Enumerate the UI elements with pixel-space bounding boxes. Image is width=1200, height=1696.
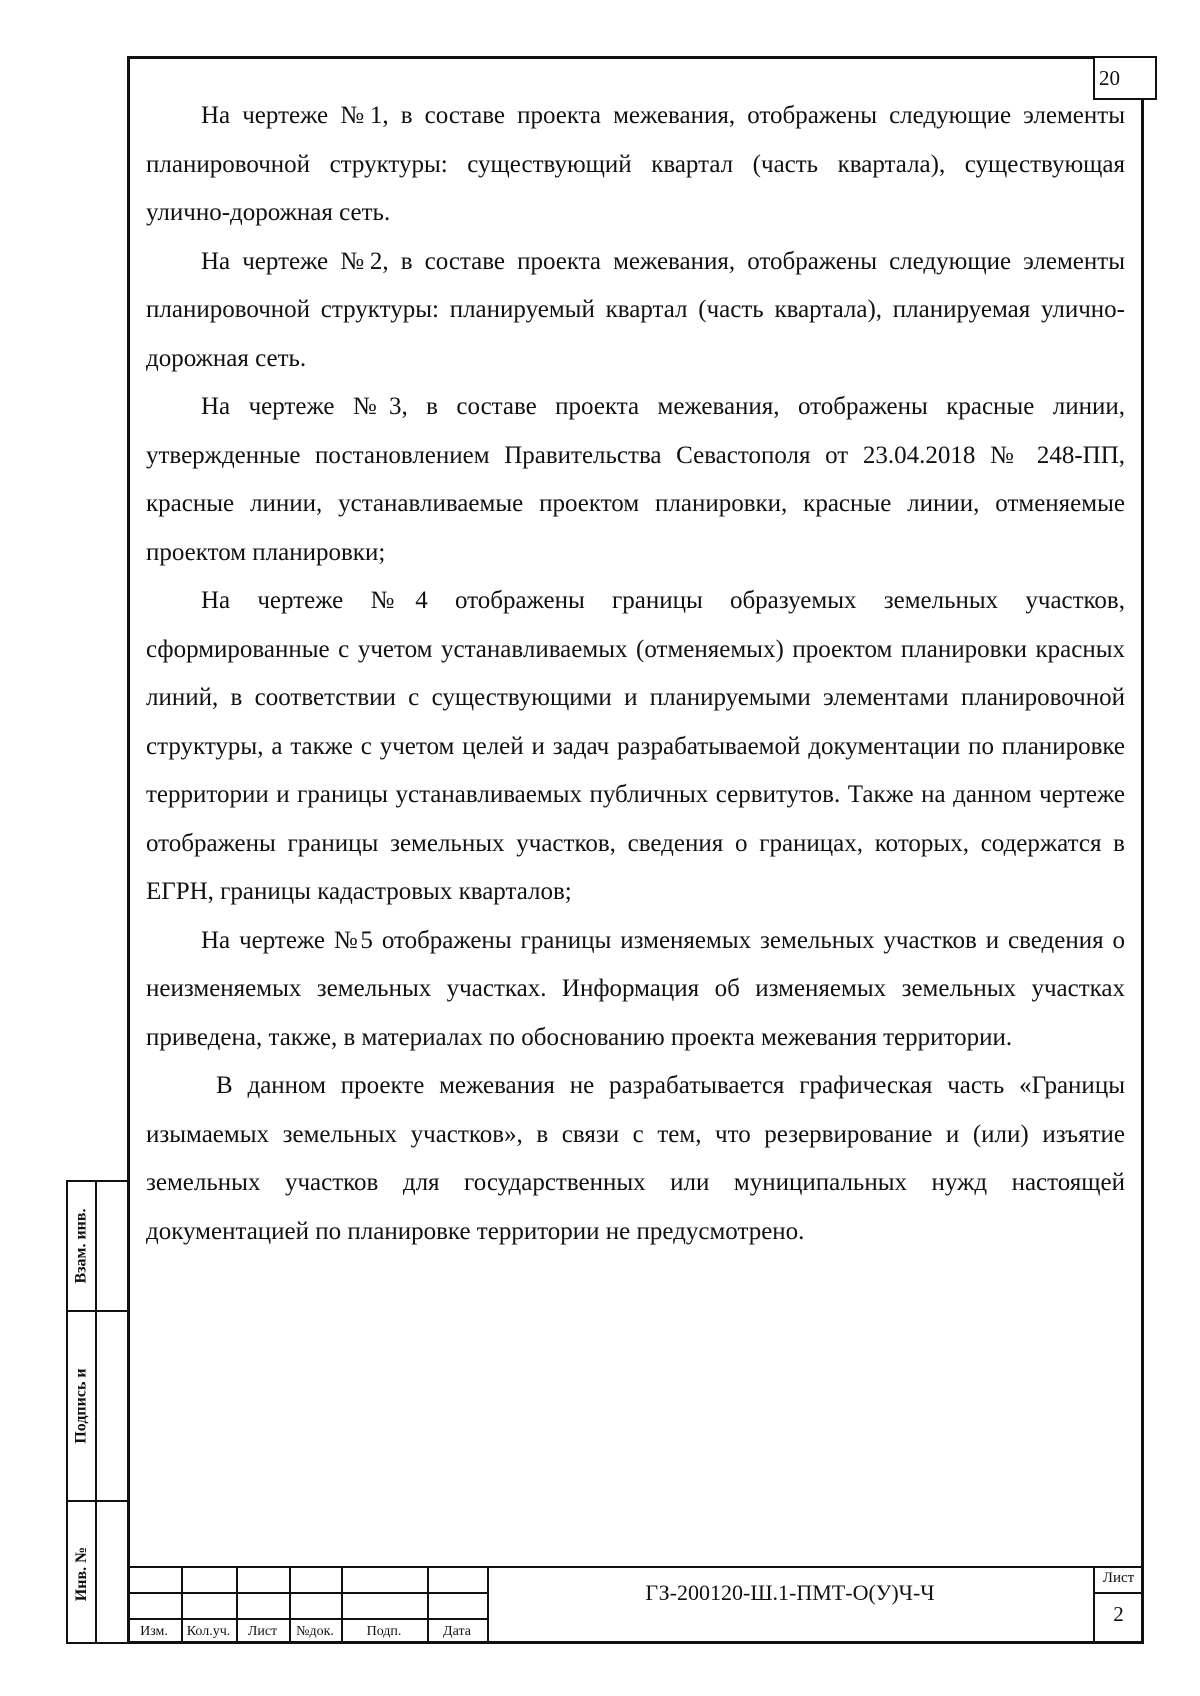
side-label-podpis: Подпись и (73, 1368, 91, 1444)
side-label-vzam-inv: Взам. инв. (73, 1208, 91, 1284)
tb-header-data: Дата (443, 1624, 471, 1639)
paragraph-drawing-1: На чертеже №1, в составе проекта межевания, отображены следующие элементы планировочной структуры: существующий квартал (часть квартала), существующая улично-дорожная сеть. (146, 102, 1125, 226)
sheet-label: Лист (1102, 1570, 1135, 1586)
tb-grid-line (1093, 1592, 1144, 1594)
tb-header-podp: Подп. (366, 1624, 402, 1639)
paragraph-no-seizure: В данном проекте межевания не разрабатывается графическая часть «Границы изымаемых земельных участков», в связи с тем, что резервирование и (или) изъятие земельных участков для государственных или муниципальных нужд настоящей документацией по планировке территории не предусмотрено. (146, 1072, 1125, 1245)
paragraph-drawing-4: На чертеже №4 отображены границы образуемых земельных участков, сформированные с учетом устанавливаемых (отменяемых) проектом планировки красных линий, в соответствии с существующими и планируемыми элементами планировочной структуры, а также с учетом целей и задач разрабатываемой документации по планировке территории и границы устанавливаемых публичных сервитутов. Также на данном чертеже отображены границы земельных участков, сведения о границах, которых, содержатся в ЕГРН, границы кадастровых кварталов; (146, 587, 1125, 905)
paragraph-drawing-2: На чертеже №2, в составе проекта межевания, отображены следующие элементы планировочной структуры: планируемый квартал (часть квартала), планируемая улично-дорожная сеть. (146, 247, 1125, 372)
side-stamp-divider (95, 1182, 97, 1642)
document-body (146, 92, 1125, 1256)
tb-grid-line (487, 1566, 489, 1644)
side-stamp (66, 1180, 127, 1644)
tb-top-line (127, 1566, 1144, 1568)
side-label-inv-no: Инв. № (73, 1546, 91, 1602)
tb-header-izm: Изм. (140, 1624, 168, 1639)
paragraph-drawing-3: На чертеже №3, в составе проекта межевания, отображены красные линии, утвержденные постановлением Правительства Севастополя от 23.04.2018 № 248-ПП, красные линии, устанавливаемые проектом планировки, красные линии, отменяемые проектом планировки; (146, 393, 1125, 566)
document-code: ГЗ-200120-Ш.1-ПМТ-О(У)Ч-Ч (645, 1580, 935, 1605)
tb-header-ndok: №док. (296, 1624, 334, 1639)
page-number: 20 (1093, 56, 1157, 100)
tb-header-list: Лист (247, 1624, 278, 1639)
tb-header-kol-uch: Кол.уч. (186, 1624, 231, 1639)
paragraph-drawing-5: На чертеже №5 отображены границы изменяемых земельных участков и сведения о неизменяемых земельных участках. Информация об изменяемых земельных участках приведена, также, в материалах по обоснованию проекта межевания территории. (146, 926, 1125, 1051)
sheet-number: 2 (1113, 1602, 1124, 1626)
